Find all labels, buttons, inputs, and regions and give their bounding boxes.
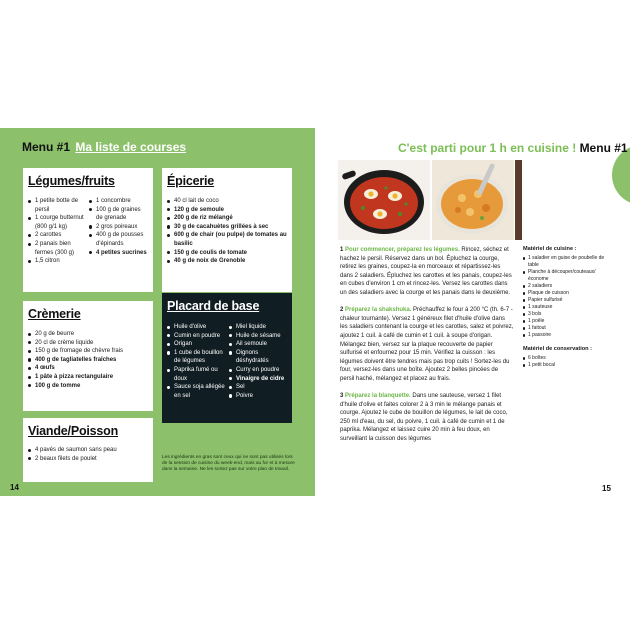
ingredient-item: 2 gros poireaux: [89, 223, 148, 232]
ingredient-item: Origan: [167, 340, 229, 349]
viande-poisson-card: [23, 418, 153, 482]
ingredient-item: 1,5 citron: [28, 257, 89, 266]
recipe-step: [340, 392, 514, 444]
ingredient-item: 100 g de graines de grenade: [89, 206, 148, 223]
epicerie-list: [167, 197, 287, 266]
ingredient-item: Sauce soja allégée en sel: [167, 383, 229, 400]
ingredient-item: Huile d'olive: [167, 323, 229, 332]
cooking-title-accent: C'est parti pour 1 h en cuisine !: [398, 141, 577, 155]
ingredient-item: 400 g de pousses d'épinards: [89, 231, 148, 248]
materiel-conservation-list: [523, 355, 613, 369]
legumes-list-col1: [28, 197, 89, 266]
materials-column: [523, 246, 613, 376]
legumes-list-col2: [89, 197, 148, 266]
materiel-cuisine-title: Matériel de cuisine :: [523, 246, 577, 252]
placard-title: Placard de base: [167, 299, 260, 313]
materiel-cuisine-list: [523, 255, 613, 339]
ingredient-item: 1 petite botte de persil: [28, 197, 89, 214]
step-text: Préchauffez le four à 200 °C (th. 6-7 - chaleur tournante). Versez 1 généreux filet d'huile d'olive dans les saladiers contenant la courge et les carottes, salez et poivrez, ajoutez 1 cuil. à café de cumin et 1 cuil. à soupe d'origan. Mélangez bien, versez sur la plaque recouverte de papier sulfurisé et enfournez pour 15 min. Vérifiez la cuisson : les légumes doivent être tendres mais pas trop cuits ! Sortez-les du four, versez-les dans une boîte. Ajoutez 2 belles pincées de persil haché, mélangez et placez au frais.: [340, 307, 514, 382]
material-item: 1 petit bocal: [523, 362, 613, 369]
ingredient-item: 2 carottes: [28, 231, 89, 240]
cremerie-list: [28, 330, 148, 390]
ingredient-item: 150 g de fromage de chèvre frais: [28, 347, 148, 356]
cremerie-card: [23, 301, 153, 411]
ingredient-item: 30 g de cacahuètes grillées à sec: [167, 223, 287, 232]
material-item: Planche à découper/couteaux/économe: [523, 269, 613, 283]
placard-list-col1: [167, 323, 229, 400]
ingredient-item: Sel: [229, 383, 287, 392]
ingredient-item: 1 concombre: [89, 197, 148, 206]
side-photo-strip: [515, 160, 522, 240]
ingredient-item: 2 beaux filets de poulet: [28, 455, 148, 464]
ingredient-item: 150 g de coulis de tomate: [167, 249, 287, 258]
ingredient-item: Huile de sésame: [229, 332, 287, 341]
ingredient-item: 200 g de riz mélangé: [167, 214, 287, 223]
material-item: 6 boîtes: [523, 355, 613, 362]
cremerie-title: Crèmerie: [28, 307, 81, 321]
placard-de-base-card: [162, 293, 292, 423]
material-item: Papier sulfurisé: [523, 297, 613, 304]
material-item: Plaque de cuisson: [523, 290, 613, 297]
ingredient-item: Vinaigre de cidre: [229, 375, 287, 384]
materiel-conservation-title: Matériel de conservation :: [523, 346, 593, 352]
step-number: 2: [340, 307, 346, 314]
viande-poisson-title: Viande/Poisson: [28, 424, 119, 438]
ingredient-item: 40 cl lait de coco: [167, 197, 287, 206]
menu-label: Menu #1: [22, 140, 71, 154]
placard-list-col2: [229, 323, 287, 400]
step-lead: Préparez la shakshuka.: [345, 307, 412, 314]
material-item: 1 passoire: [523, 332, 613, 339]
ingredient-item: Paprika fumé ou doux: [167, 366, 229, 383]
page-number-left: 14: [10, 483, 19, 492]
shopping-list-title: Ma liste de courses: [75, 140, 187, 154]
ingredient-item: 400 g de tagliatelles fraîches: [28, 356, 148, 365]
material-item: 3 bols: [523, 311, 613, 318]
material-item: 1 saladier en guise de poubelle de table: [523, 255, 613, 269]
blanquette-bowl-illustration: [432, 160, 514, 240]
shakshuka-photo: [338, 160, 430, 240]
ingredient-item: 1 cube de bouillon de légumes: [167, 349, 229, 366]
step-number: 1: [340, 247, 346, 253]
ingredient-item: 120 g de semoule: [167, 206, 287, 215]
cooking-title: [398, 141, 628, 155]
material-item: 1 poêle: [523, 318, 613, 325]
ingredient-item: 40 g de noix de Grenoble: [167, 257, 287, 266]
ingredient-item: 100 g de tomme: [28, 382, 148, 391]
legumes-fruits-title: Légumes/fruits: [28, 174, 115, 188]
ingredient-item: Ail semoule: [229, 340, 287, 349]
step-text: Dans une sauteuse, versez 1 filet d'huile d'olive et faites colorer 2 à 3 min le mélange panais et courge. Ajoutez le cube de bouillon de légumes, le lait de coco, 250 ml d'eau, du sel, du poivre, 1 cuil. à café de cumin et 1 de paprika. Mélangez et laissez cuire 20 min à feu doux, en surveillant la cuisson des légumes: [340, 393, 508, 443]
recipe-steps: [340, 246, 514, 452]
menu-label-right: Menu #1: [579, 141, 628, 155]
recipe-step: [340, 246, 514, 298]
epicerie-title: Épicerie: [167, 174, 215, 188]
ingredient-item: Curry en poudre: [229, 366, 287, 375]
material-item: 1 faitout: [523, 325, 613, 332]
left-page: [0, 128, 315, 496]
ingredient-item: 20 g de beurre: [28, 330, 148, 339]
step-text: Rincez, séchez et hachez le persil. Réservez dans un bol. Épluchez la courge, retirez les graines, coupez-la en morceaux et répartissez-les dans 2 saladiers. Épluchez les carottes et les panais, coupez-les en cubes d'environ 1 cm et rincez-les. Versez les carottes dans un des saladiers avec la courge et les panais dans le deuxième.: [340, 247, 512, 296]
step-lead: Pour commencer, préparez les légumes.: [345, 247, 460, 253]
ingredient-item: 2 panais bien fermes (300 g): [28, 240, 89, 257]
ingredient-item: 20 cl de crème liquide: [28, 339, 148, 348]
ingredient-item: Poivre: [229, 392, 287, 401]
material-item: 2 saladiers: [523, 283, 613, 290]
step-lead: Préparez la blanquette.: [345, 393, 411, 400]
ingredient-item: 1 pâte à pizza rectangulaire: [28, 373, 148, 382]
shakshuka-pan-illustration: [338, 160, 430, 240]
viande-list: [28, 446, 148, 463]
page-number-right: 15: [602, 484, 611, 493]
ingredient-item: 4 petites sucrines: [89, 249, 148, 258]
ingredient-item: Oignons déshydratés: [229, 349, 287, 366]
ingredient-item: 4 pavés de saumon sans peau: [28, 446, 148, 455]
ingredient-item: 600 g de chair (ou pulpe) de tomates au basilic: [167, 231, 287, 248]
material-item: 1 sauteuse: [523, 304, 613, 311]
blanquette-photo: [432, 160, 514, 240]
legumes-fruits-card: [23, 168, 153, 292]
ingredient-item: 4 œufs: [28, 364, 148, 373]
ingredient-item: Miel liquide: [229, 323, 287, 332]
ingredient-item: 1 courge butternut (800 g/1 kg): [28, 214, 89, 231]
ingredient-item: Cumin en poudre: [167, 332, 229, 341]
recipe-step: [340, 306, 514, 383]
step-number: 3: [340, 393, 346, 400]
menu-title: [22, 140, 186, 154]
epicerie-card: [162, 168, 292, 292]
bold-ingredients-note: Les ingrédients en gras sont ceux qui ne sont pas utilisés lors de la session de cuisine du week-end, mais au fur et à mesure dans la semaine. Ne les sortez pas sur votre plan de travail.: [162, 455, 295, 472]
